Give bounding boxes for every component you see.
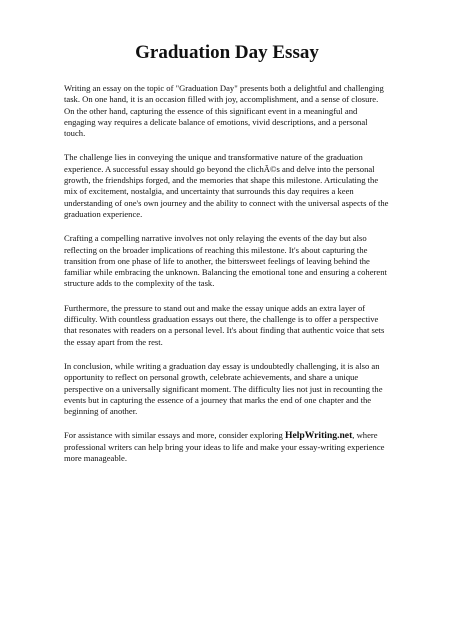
paragraph-narrative: Crafting a compelling narrative involves not only relaying the events of the day but also reflecting on the broader implications of reaching this milestone. It's about capturing the transition from one phase of life to another, the bittersweet feelings of leaving behind the familiar while embracing the unknown. Balancing the emotional tone and ensuring a coherent structure adds to the complexity of the task. [64, 233, 387, 289]
paragraph-conclusion: In conclusion, while writing a graduation day essay is undoubtedly challenging, it is also an opportunity to reflect on personal growth, celebrate achievements, and share a unique perspective on a universally significant moment. The difficulty lies not just in recounting the events but in capturing the essence of a journey that marks the end of one chapter and the beginning of another. [64, 360, 383, 417]
paragraph-pressure: Furthermore, the pressure to stand out and make the essay unique adds an extra layer of difficulty. With countless graduation essays out there, the challenge is to offer a perspective that resonates with readers on a personal level. It's about finding that authentic voice that sets the essay apart from the rest. [64, 302, 385, 347]
closing-text-after: , where professional writers can help bring your ideas to life and make your essay-writing experience more manageable. [64, 430, 385, 464]
paragraph-closing [64, 430, 390, 464]
closing-text-before: For assistance with similar essays and more, consider exploring [64, 430, 286, 441]
paragraph-challenge: The challenge lies in conveying the unique and transformative nature of the graduation experience. A successful essay should go beyond the clichÃ©s and delve into the personal growth, the friendships forged, and the memories that shape this milestone. Articulating the mix of excitement, nostalgia, and uncertainty that surrounds this day requires a keen understanding of one's own journey and the ability to connect with the universal aspects of the graduation experience. [64, 152, 389, 219]
paragraph-intro: Writing an essay on the topic of "Graduation Day" presents both a delightful and challenging task. On one hand, it is an occasion filled with joy, accomplishment, and a sense of closure. On the other hand, capturing the essence of this significant event in a meaningful and engaging way requires a delicate balance of emotions, vivid descriptions, and a personal touch. [64, 83, 384, 139]
document-title: Graduation Day Essay [135, 42, 319, 63]
helpwriting-link[interactable]: HelpWriting.net [285, 430, 353, 442]
